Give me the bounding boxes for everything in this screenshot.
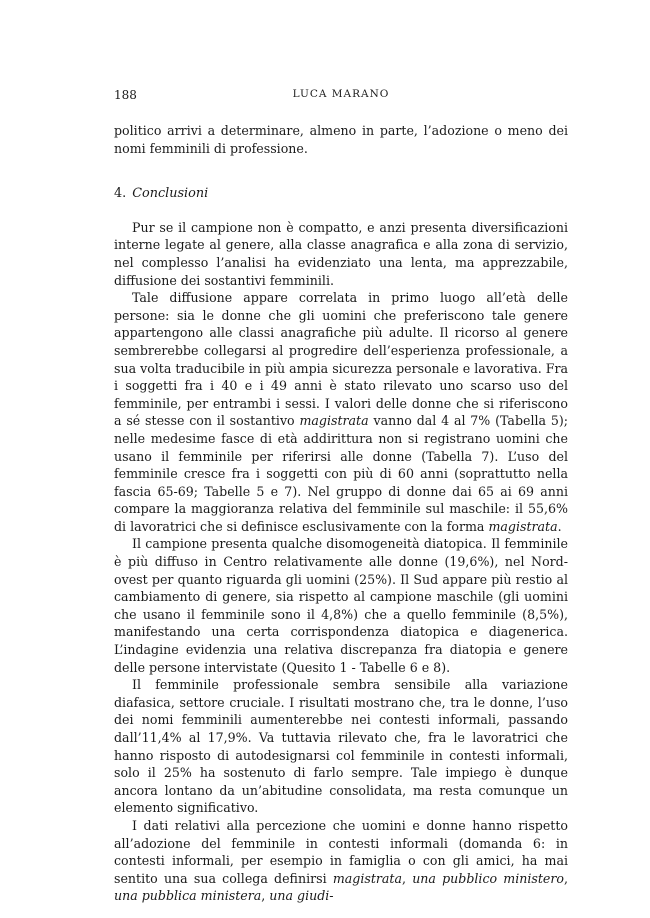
paragraph-4: Il femminile professionale sembra sensibile alla variazione diafasica, settore cruciale. I risultati mostrano che, tra le donne, l’uso dei nomi femminili aumenterebbe nei contesti informali, passando dall’11,4% al 17,9%. Va tuttavia rilevato che, fra le lavoratrici che hanno risposto di autodesignarsi col femminile in contesti informali, solo il 25% ha sostenuto di farlo sempre. Tale impiego è dunque ancora lontano da un’abitudine consolidata, ma resta comunque un elemento significativo. (114, 677, 568, 816)
italic-term: una giudi- (269, 888, 334, 904)
page (114, 88, 568, 905)
section-heading (114, 185, 568, 203)
paragraph-5-text-a: I dati relativi alla percezione che uomini e donne hanno rispetto all’adozione del femminile in contesti informali (domanda 6: in contesti informali, per esempio in famiglia o con gli amici, ha mai sentito una sua collega definirsi (114, 817, 568, 886)
section-number: 4. (114, 186, 127, 202)
paragraph-2 (114, 289, 568, 535)
italic-term: una pubblica ministera (114, 888, 262, 904)
paragraph-5 (114, 817, 568, 905)
running-title: LUCA MARANO (292, 88, 390, 100)
page-number: 188 (114, 88, 137, 102)
paragraph-1: Pur se il campione non è compatto, e anzi presenta diversificazioni interne legate al genere, alla classe anagrafica e alla zona di servizio, nel complesso l’analisi ha evidenziato una lenta, ma apprezzabile, diffusione dei sostantivi femminili. (114, 219, 568, 288)
italic-term: magistrata (488, 518, 558, 534)
running-head (114, 88, 568, 108)
italic-term: magistrata (332, 870, 402, 886)
paragraph-continued: politico arrivi a determinare, almeno in parte, l’adozione o meno dei nomi femminili di professione. (114, 123, 568, 156)
paragraph-3: Il campione presenta qualche disomogeneità diatopica. Il femminile è più diffuso in Centro relativamente alle donne (19,6%), nel Nord-ovest per quanto riguarda gli uomini (25%). Il Sud appare più restio al cambiamento di genere, sia rispetto al campione maschile (gli uomini che usano il femminile sono il 4,8%) che a quello femminile (8,5%), manifestando una certa corrispondenza diatopica e diagenerica. L’indagine evidenzia una relativa discrepanza fra diatopia e genere delle persone intervistate (Quesito 1 - Tabelle 6 e 8). (114, 536, 568, 675)
italic-term: magistrata (299, 413, 369, 429)
section-title: Conclusioni (132, 186, 209, 202)
paragraph-2-text-c: . (557, 518, 562, 534)
italic-term: una pubblico ministero (412, 870, 564, 886)
paragraph-2-text-a: Tale diffusione appare correlata in primo luogo all’età delle persone: sia le donne che gli uomini che preferiscono tale genere appartengono alle classi anagrafiche più adulte. Il ricorso al genere sembrerebbe collegarsi al progredire dell’esperienza professionale, a sua volta traducibile in più ampia sicurezza personale e lavorativa. Fra i soggetti fra i 40 e i 49 anni è stato rilevato uno scarso uso del femminile, per entrambi i sessi. I valori delle donne che si riferiscono a sé stesse con il sostantivo (114, 290, 568, 429)
paragraph-2-text-b: vanno dal 4 al 7% (Tabella 5); nelle medesime fasce di età addirittura non si registrano uomini che usano il femminile per riferirsi alle donne (Tabella 7). L’uso del femminile cresce fra i soggetti con più di 60 anni (soprattutto nella fascia 65-69; Tabelle 5 e 7). Nel gruppo di donne dai 65 ai 69 anni compare la maggioranza relativa del femminile sul maschile: il 55,6% di lavoratrici che si definisce esclusivamente con la forma (114, 413, 569, 534)
separator: , (261, 888, 270, 904)
separator: , (563, 870, 568, 886)
body-text (114, 122, 568, 905)
separator: , (401, 870, 413, 886)
